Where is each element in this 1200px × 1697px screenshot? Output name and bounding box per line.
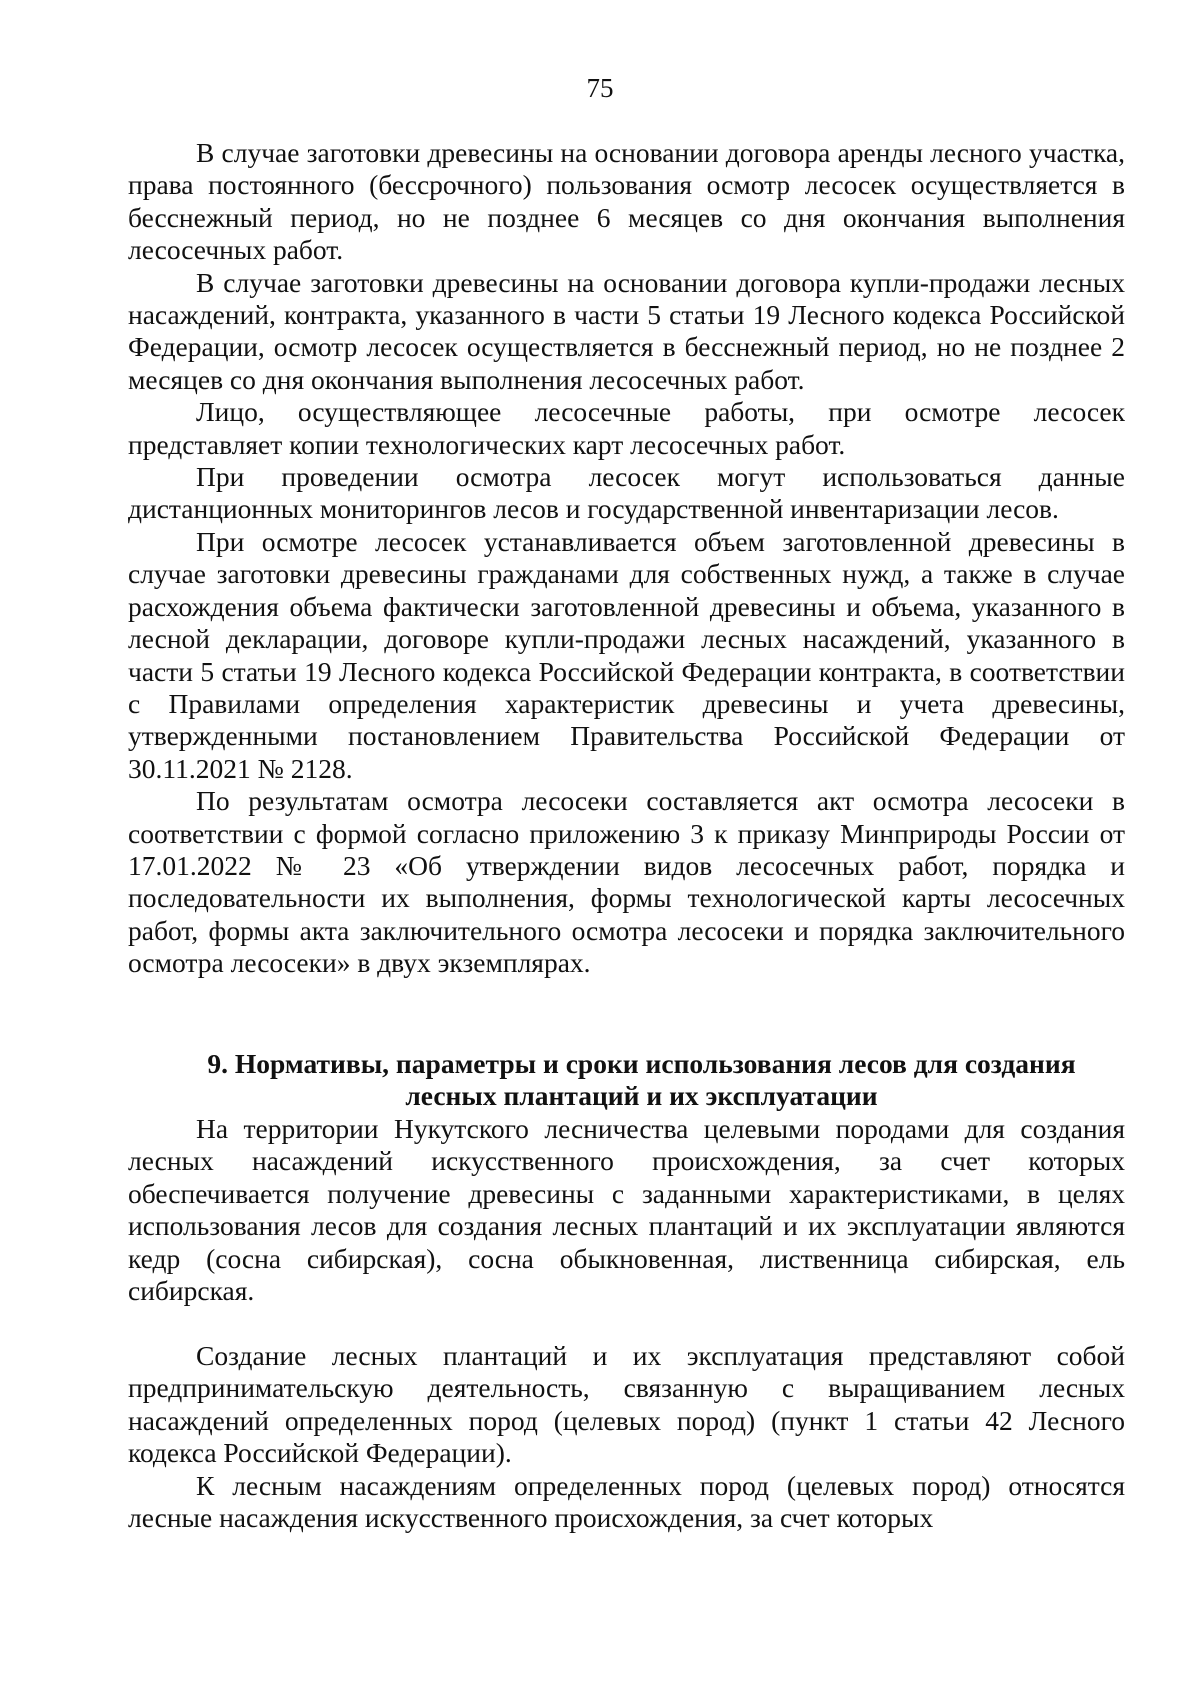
paragraph: Создание лесных плантаций и их эксплуатация представляют собой предпринимательскую деятельность, связанную с выращиванием лесных насаждений определенных пород (целевых пород) (пункт 1 статьи 42 Лесного кодекса Российской Федерации).: [128, 1340, 1125, 1469]
paragraph: К лесным насаждениям определенных пород (целевых пород) относятся лесные насаждения искусственного происхождения, за счет которых: [128, 1469, 1125, 1534]
paragraph: По результатам осмотра лесосеки составляется акт осмотра лесосеки в соответствии с формой согласно приложению 3 к приказу Минприроды России от 17.01.2022 № 23 «Об утверждении видов лесосечных работ, порядка и последовательности их выполнения, формы технологической карты лесосечных работ, формы акта заключительного осмотра лесосеки и порядка заключительного осмотра лесосеки» в двух экземплярах.: [128, 785, 1125, 979]
paragraph: При проведении осмотра лесосек могут использоваться данные дистанционных мониторингов лесов и государственной инвентаризации лесов.: [128, 461, 1125, 525]
paragraph: В случае заготовки древесины на основании договора купли-продажи лесных насаждений, контракта, указанного в части 5 статьи 19 Лесного кодекса Российской Федерации, осмотр лесосек осуществляется в бесснежный период, но не позднее 2 месяцев со дня окончания выполнения лесосечных работ.: [128, 266, 1125, 395]
section-heading-line-1: 9. Нормативы, параметры и сроки использования лесов для создания: [207, 1048, 1076, 1079]
section-heading: [128, 1048, 1125, 1113]
body-text-bottom: [128, 1340, 1125, 1534]
paragraph: Лицо, осуществляющее лесосечные работы, при осмотре лесосек представляет копии технологических карт лесосечных работ.: [128, 396, 1125, 460]
body-text-mid: [128, 1113, 1125, 1307]
body-text-top: [128, 137, 1125, 980]
paragraph: При осмотре лесосек устанавливается объем заготовленной древесины в случае заготовки древесины гражданами для собственных нужд, а также в случае расхождения объема фактически заготовленной древесины и объема, указанного в лесной декларации, договоре купли-продажи лесных насаждений, указанного в части 5 статьи 19 Лесного кодекса Российской Федерации контракта, в соответствии с Правилами определения характеристик древесины и учета древесины, утвержденными постановлением Правительства Российской Федерации от 30.11.2021 № 2128.: [128, 525, 1125, 784]
section-heading-line-2: лесных плантаций и их эксплуатации: [405, 1080, 878, 1112]
paragraph: На территории Нукутского лесничества целевыми породами для создания лесных насаждений искусственного происхождения, за счет которых обеспечивается получение древесины с заданными характеристиками, в целях использования лесов для создания лесных плантаций и их эксплуатации являются кедр (сосна сибирская), сосна обыкновенная, лиственница сибирская, ель сибирская.: [128, 1113, 1125, 1307]
paragraph: В случае заготовки древесины на основании договора аренды лесного участка, права постоянного (бессрочного) пользования осмотр лесосек осуществляется в бесснежный период, но не позднее 6 месяцев со дня окончания выполнения лесосечных работ.: [128, 137, 1125, 266]
page-number: 75: [586, 73, 614, 103]
